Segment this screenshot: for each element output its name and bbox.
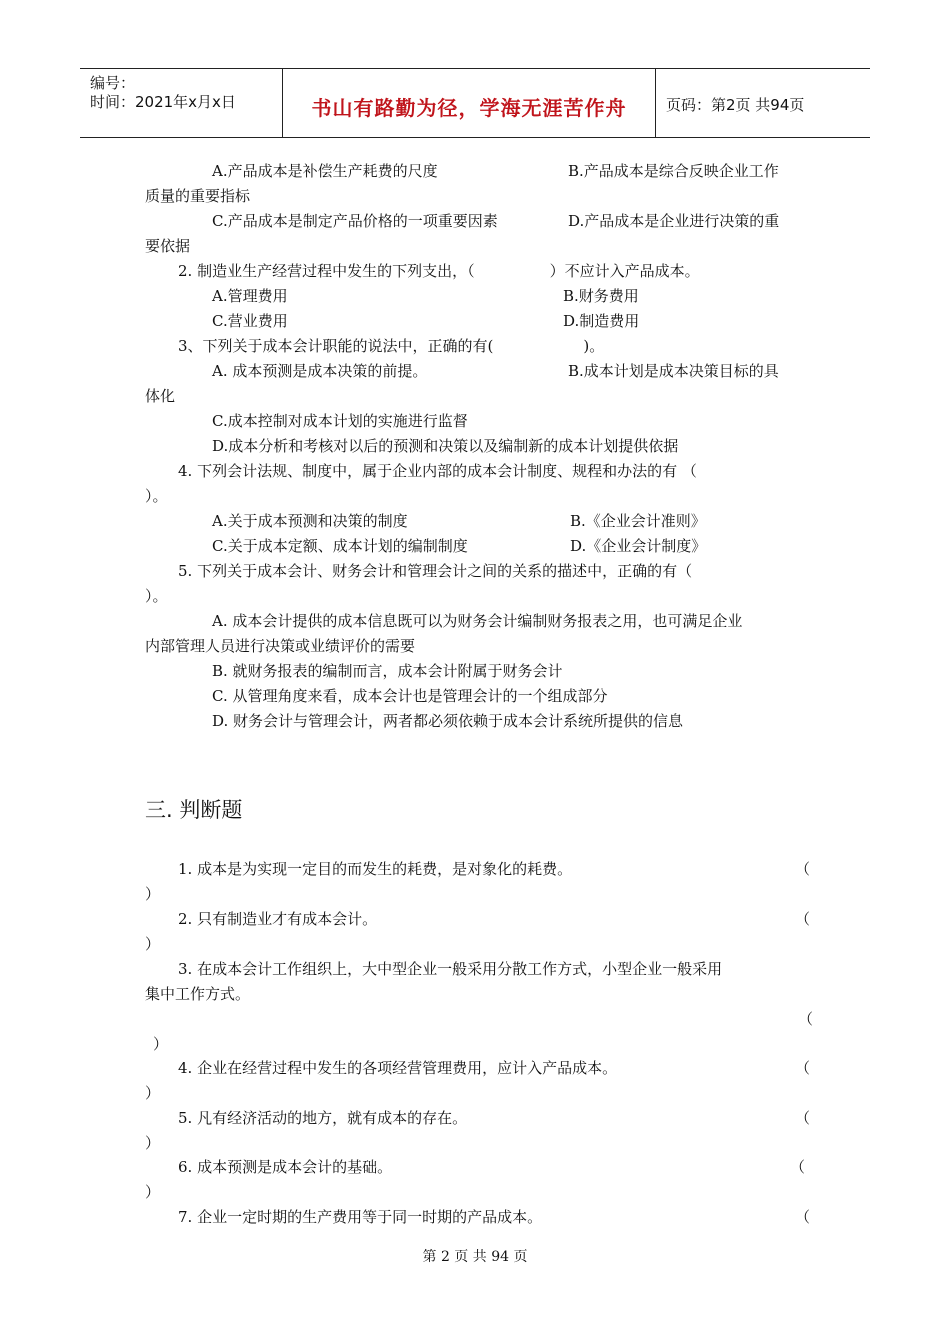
q4-option-b: B.《企业会计准则》 bbox=[570, 512, 706, 530]
q5-option-a: A. 成本会计提供的成本信息既可以为财务会计编制财务报表之用，也可满足企业 bbox=[212, 612, 743, 630]
q3-option-b: B.成本计划是成本决策目标的具 bbox=[568, 362, 779, 380]
q3-option-a: A. 成本预测是成本决策的前提。 bbox=[212, 362, 428, 380]
q4-option-c: C.关于成本定额、成本计划的编制制度 bbox=[212, 537, 468, 555]
tf-close-paren: ） bbox=[145, 1183, 161, 1201]
q1-option-d: D.产品成本是企业进行决策的重 bbox=[568, 212, 780, 230]
tf-open-paren: （ bbox=[790, 1158, 806, 1176]
header-left-cell bbox=[80, 69, 283, 137]
tf-item-7: 7. 企业一定时期的生产费用等于同一时期的产品成本。 bbox=[178, 1208, 543, 1226]
q3-option-b-cont: 体化 bbox=[145, 387, 176, 405]
q5-option-a-cont: 内部管理人员进行决策或业绩评价的需要 bbox=[145, 637, 416, 655]
q1-option-a: A.产品成本是补偿生产耗费的尺度 bbox=[212, 162, 438, 180]
q1-option-d-cont: 要依据 bbox=[145, 237, 191, 255]
q3-stem: 3、下列关于成本会计职能的说法中，正确的有( )。 bbox=[178, 337, 605, 355]
tf-item-5: 5. 凡有经济活动的地方，就有成本的存在。 bbox=[178, 1109, 468, 1127]
q5-option-b: B. 就财务报表的编制而言，成本会计附属于财务会计 bbox=[212, 662, 563, 680]
tf-open-paren: （ bbox=[795, 860, 811, 878]
tf-open-paren: （ bbox=[798, 1010, 814, 1028]
tf-item-2: 2. 只有制造业才有成本会计。 bbox=[178, 910, 378, 928]
tf-item-3: 3. 在成本会计工作组织上，大中型企业一般采用分散工作方式，小型企业一般采用 bbox=[178, 960, 723, 978]
q2-option-d: D.制造费用 bbox=[563, 312, 640, 330]
tf-open-paren: （ bbox=[795, 1208, 811, 1226]
motto: 书山有路勤为径，学海无涯苦作舟 bbox=[311, 96, 627, 120]
number-label: 编号： bbox=[90, 74, 136, 92]
q1-option-b: B.产品成本是综合反映企业工作 bbox=[568, 162, 779, 180]
q2-option-b: B.财务费用 bbox=[563, 287, 639, 305]
q5-stem-cont: ）。 bbox=[145, 587, 168, 605]
q2-option-c: C.营业费用 bbox=[212, 312, 288, 330]
q2-option-a: A.管理费用 bbox=[212, 287, 288, 305]
q5-option-d: D. 财务会计与管理会计，两者都必须依赖于成本会计系统所提供的信息 bbox=[212, 712, 684, 730]
time-label: 时间：2021年x月x日 bbox=[90, 93, 236, 111]
tf-close-paren: ） bbox=[145, 885, 161, 903]
tf-close-paren: ） bbox=[145, 935, 161, 953]
header-middle-cell bbox=[283, 69, 656, 137]
header-table bbox=[80, 68, 870, 138]
tf-open-paren: （ bbox=[795, 1109, 811, 1127]
q5-stem: 5. 下列关于成本会计、财务会计和管理会计之间的关系的描述中，正确的有（ bbox=[178, 562, 693, 580]
tf-open-paren: （ bbox=[795, 1059, 811, 1077]
page-footer: 第 2 页 共 94 页 bbox=[422, 1249, 528, 1265]
header-right-cell bbox=[656, 69, 870, 137]
tf-open-paren: （ bbox=[795, 910, 811, 928]
tf-item-3-cont: 集中工作方式。 bbox=[145, 985, 251, 1003]
tf-item-6: 6. 成本预测是成本会计的基础。 bbox=[178, 1158, 393, 1176]
page-info: 页码：第2页 共94页 bbox=[666, 96, 805, 114]
tf-item-4: 4. 企业在经营过程中发生的各项经营管理费用，应计入产品成本。 bbox=[178, 1059, 618, 1077]
q4-stem-cont: ）。 bbox=[145, 487, 168, 505]
section-title: 三. 判断题 bbox=[145, 798, 243, 822]
tf-close-paren: ） bbox=[145, 1134, 161, 1152]
q4-option-a: A.关于成本预测和决策的制度 bbox=[212, 512, 408, 530]
tf-close-paren: ） bbox=[145, 1084, 161, 1102]
q4-option-d: D.《企业会计制度》 bbox=[570, 537, 707, 555]
q3-option-d: D.成本分析和考核对以后的预测和决策以及编制新的成本计划提供依据 bbox=[212, 437, 679, 455]
q1-option-c: C.产品成本是制定产品价格的一项重要因素 bbox=[212, 212, 498, 230]
q3-option-c: C.成本控制对成本计划的实施进行监督 bbox=[212, 412, 468, 430]
q1-option-b-cont: 质量的重要指标 bbox=[145, 187, 251, 205]
tf-item-1: 1. 成本是为实现一定目的而发生的耗费，是对象化的耗费。 bbox=[178, 860, 573, 878]
tf-close-paren: ） bbox=[153, 1035, 169, 1053]
q2-stem: 2. 制造业生产经营过程中发生的下列支出，（ ）不应计入产品成本。 bbox=[178, 262, 700, 280]
q5-option-c: C. 从管理角度来看，成本会计也是管理会计的一个组成部分 bbox=[212, 687, 608, 705]
q4-stem: 4. 下列会计法规、制度中，属于企业内部的成本会计制度、规程和办法的有 （ bbox=[178, 462, 697, 480]
